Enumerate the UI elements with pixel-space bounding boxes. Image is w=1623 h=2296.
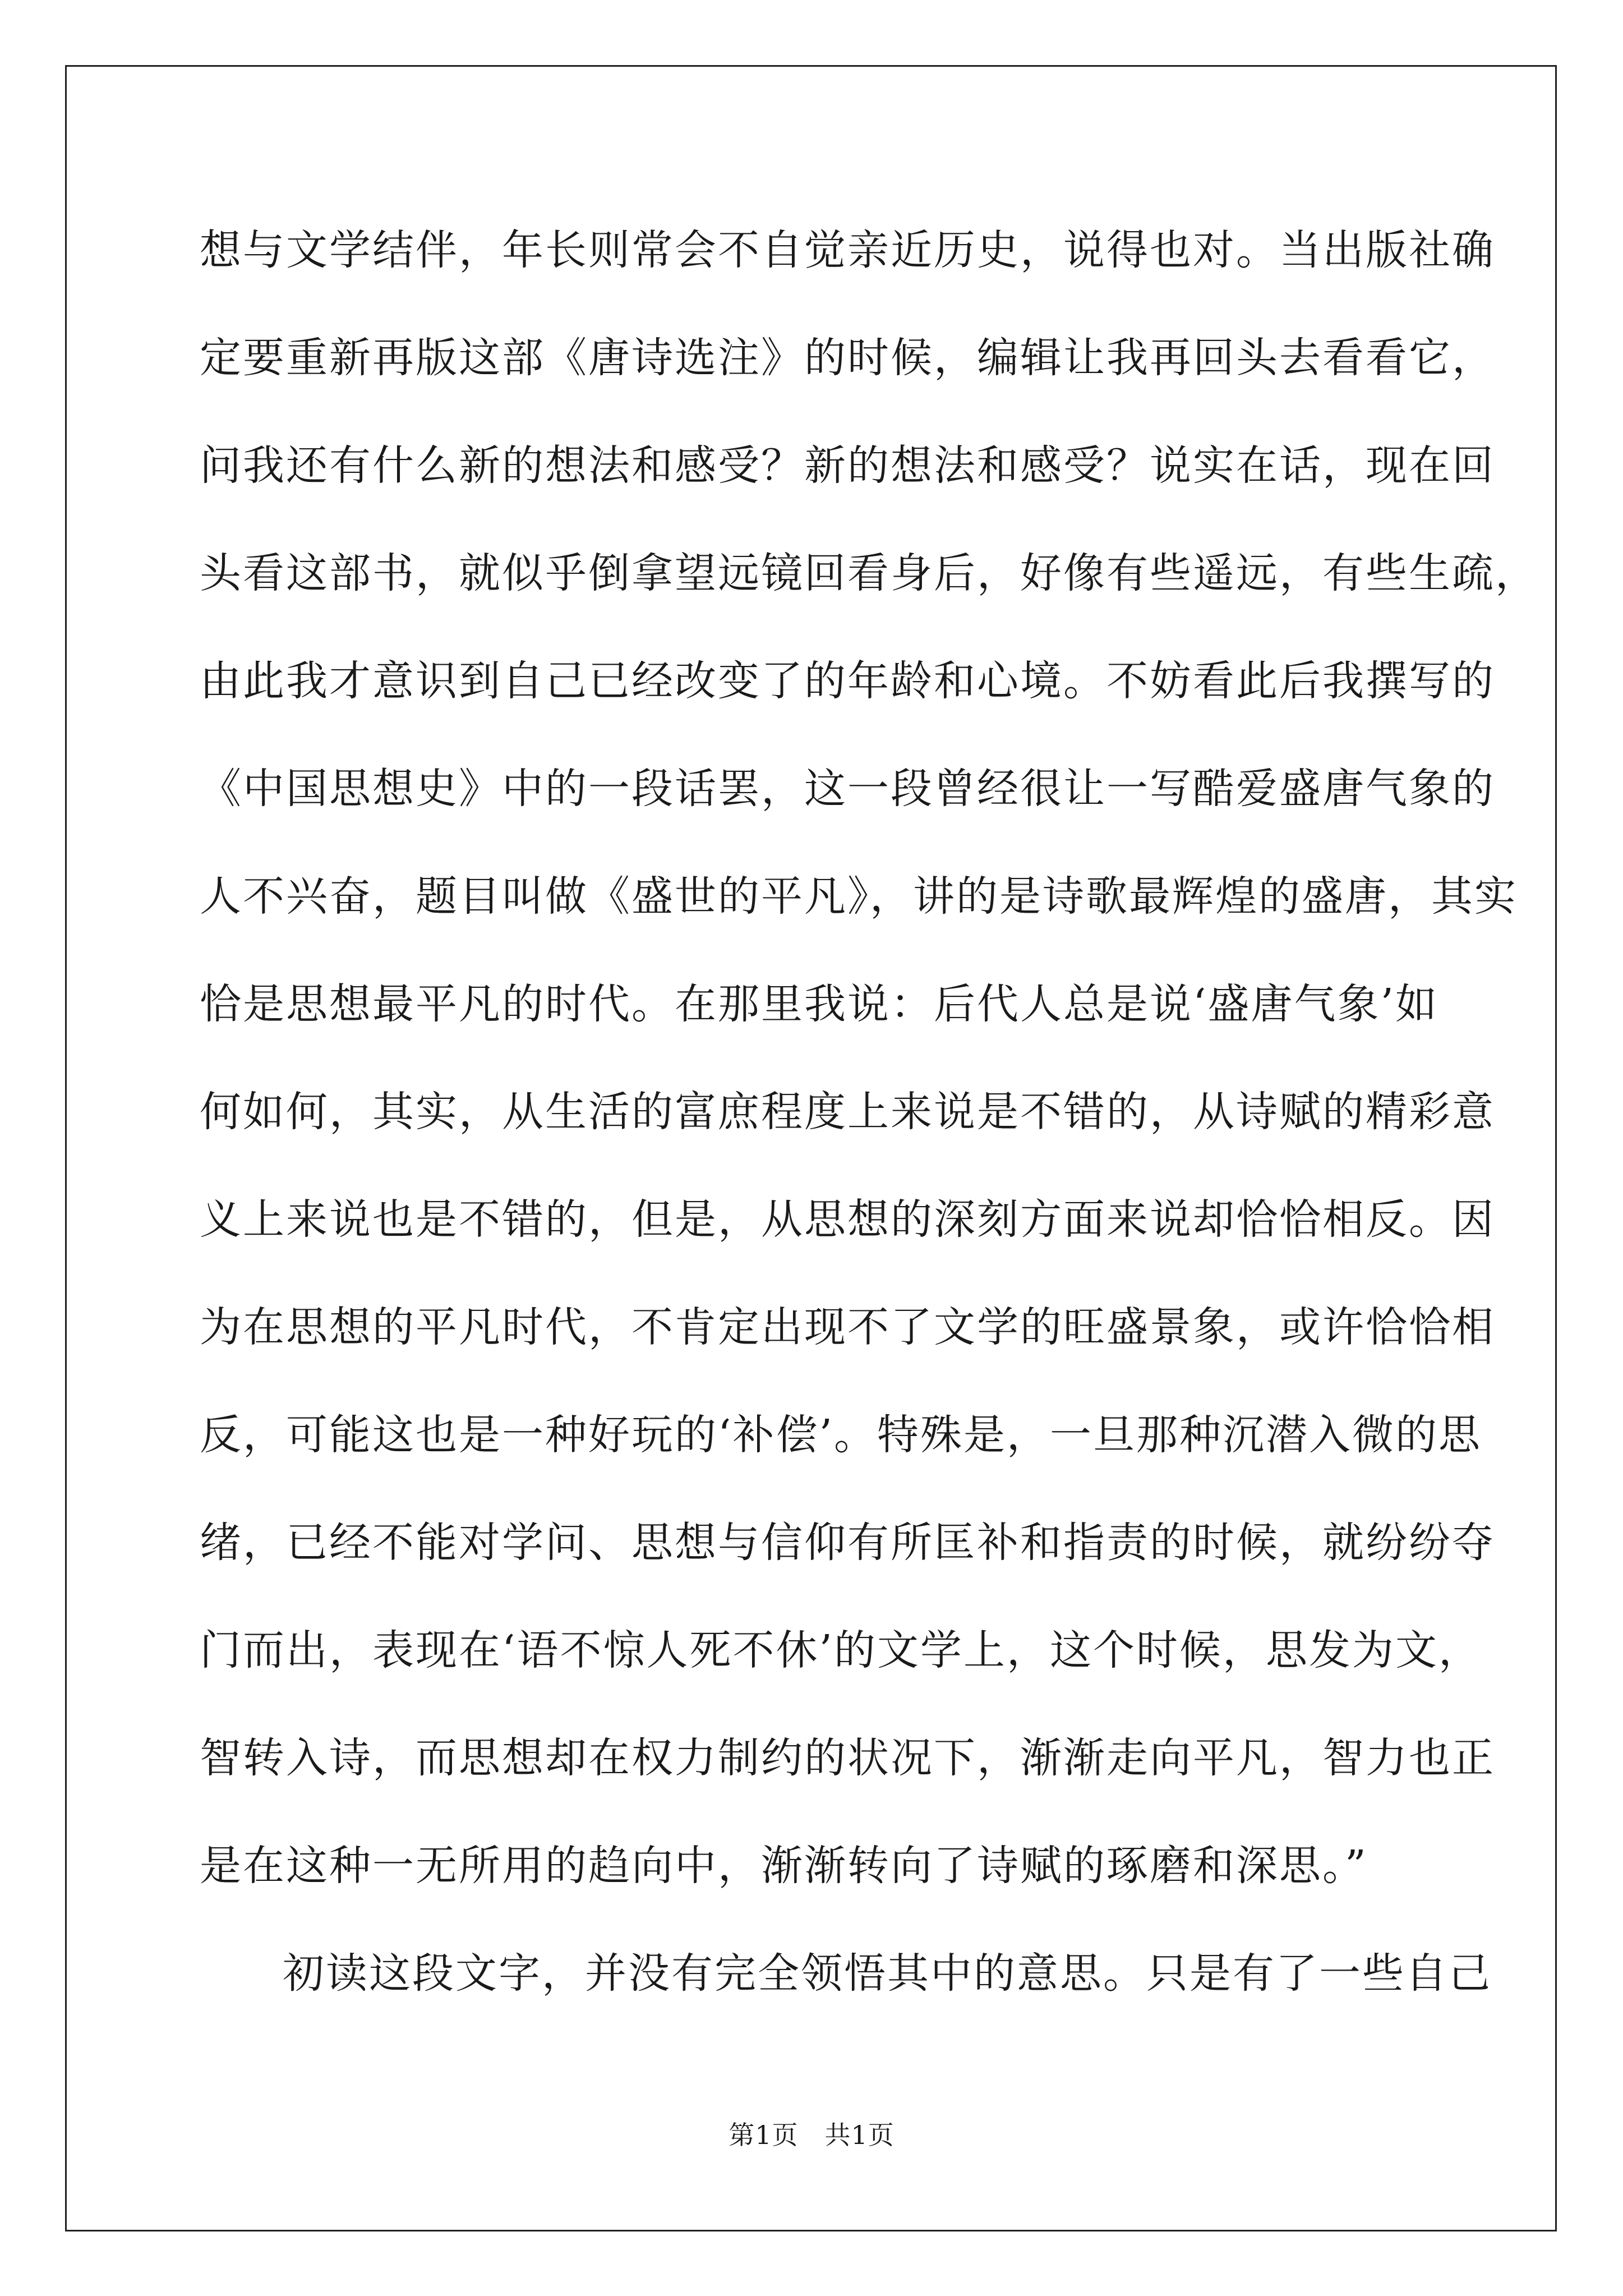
text-line: 定要重新再版这部《唐诗选注》的时候，编辑让我再回头去看看它， [200, 334, 1495, 382]
text-line: 《中国思想史》中的一段话罢，这一段曾经很让一写酷爱盛唐气象的 [200, 765, 1495, 813]
text-line: 门而出，表现在‘语不惊人死不休’的文学上，这个时候，思发为文， [200, 1626, 1482, 1674]
text-line: 义上来说也是不错的，但是，从思想的深刻方面来说却恰恰相反。因 [200, 1195, 1495, 1244]
document-body [200, 219, 1538, 2050]
page-footer: 第1页 共1页 [728, 2120, 895, 2150]
text-line: 头看这部书，就似乎倒拿望远镜回看身后，好像有些遥远，有些生疏， [200, 549, 1538, 597]
text-line: 反，可能这也是一种好玩的‘补偿’。特殊是，一旦那种沉潜入微的思 [200, 1411, 1482, 1459]
text-line: 为在思想的平凡时代，不肯定出现不了文学的旺盛景象，或许恰恰相 [200, 1303, 1495, 1351]
text-line: 初读这段文字，并没有完全领悟其中的意思。只是有了一些自己 [283, 1949, 1492, 1998]
text-line: 何如何，其实，从生活的富庶程度上来说是不错的，从诗赋的精彩意 [200, 1088, 1495, 1136]
text-line: 问我还有什么新的想法和感受？新的想法和感受？说实在话，现在回 [200, 441, 1495, 490]
text-line: 是在这种一无所用的趋向中，渐渐转向了诗赋的琢磨和深思。” [200, 1842, 1368, 1890]
text-line: 智转入诗，而思想却在权力制约的状况下，渐渐走向平凡，智力也正 [200, 1734, 1495, 1782]
text-line: 恰是思想最平凡的时代。在那里我说：后代人总是说‘盛唐气象’如 [200, 980, 1439, 1028]
text-line: 想与文学结伴，年长则常会不自觉亲近历史，说得也对。当出版社确 [200, 226, 1495, 274]
text-line: 由此我才意识到自己已经改变了的年龄和心境。不妨看此后我撰写的 [200, 657, 1495, 705]
text-line: 绪，已经不能对学问、思想与信仰有所匡补和指责的时候，就纷纷夺 [200, 1519, 1495, 1567]
text-line: 人不兴奋，题目叫做《盛世的平凡》，讲的是诗歌最辉煌的盛唐，其实 [200, 872, 1518, 921]
